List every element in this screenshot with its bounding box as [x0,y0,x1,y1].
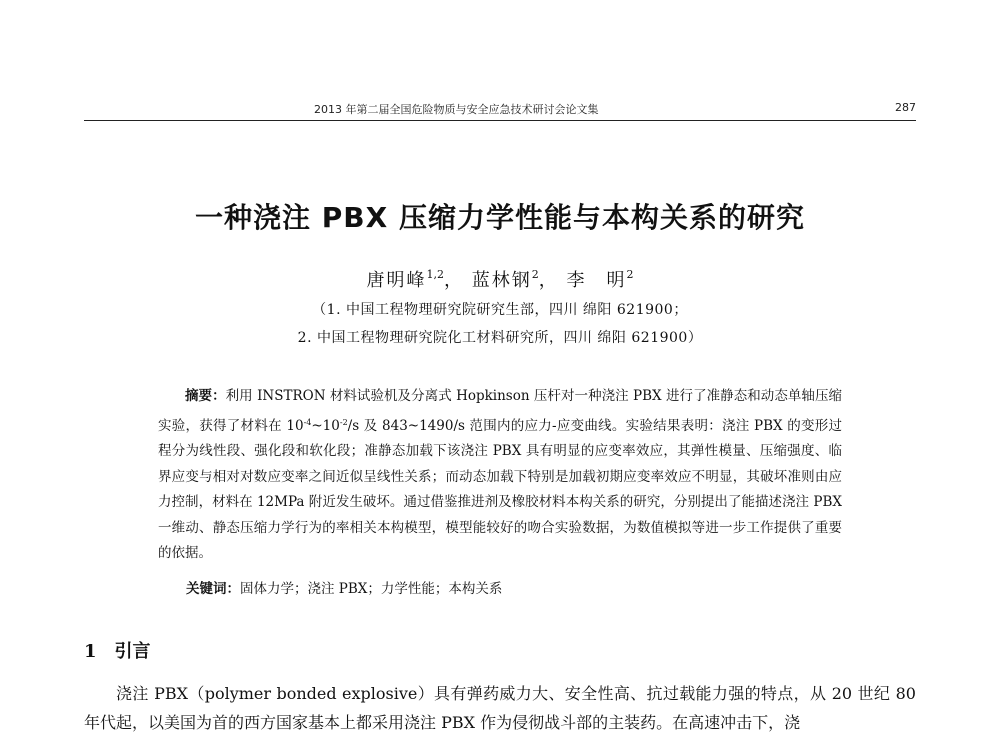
section-heading [84,637,151,663]
author-list: 唐明峰$^{1,2}$， 蓝林钢$^2$， 李 明$^2$ [366,268,634,291]
proceedings-title: 2013 年第二届全国危险物质与安全应急技术研讨会论文集 [314,103,599,116]
paper-title: 一种浇注 PBX 压缩力学性能与本构关系的研究 [195,201,805,234]
keywords-text: 固体力学；浇注 PBX；力学性能；本构关系 [240,581,503,597]
affiliation-2: 2. 中国工程物理研究院化工材料研究所，四川 绵阳 621900） [297,330,703,346]
page-number: 287 [895,101,916,114]
author-name: 李 明 [566,270,627,291]
running-head [84,99,916,119]
affiliation-1: （1. 中国工程物理研究院研究生部，四川 绵阳 621900； [312,302,688,318]
abstract: 摘要：利用 INSTRON 材料试验机及分离式 Hopkinson 压杆对一种浇注 PBX 进行了准静态和动态单轴压缩实验，获得了材料在 $10^{-4}\sim 10^{-2}/s$ 及 843~1490/s 范围内的应力-应变曲线。实验结果表明：浇注 PBX 的变形过程分为线性段、强化段和软化段；准静态加载下该浇注 PBX 具有明显的应变率效应，其弹性模量、压缩强度、临界应变与相对对数应变率之间近似呈线性关系；而动态加载下特别是加载初期应变率效应不明显，其破坏准则由应力控制，材料在 12MPa 附近发生破坏。通过借鉴推进剂及橡胶材料本构关系的研究，分别提出了能描述浇注 PBX 一维动、静态压缩力学行为的率相关本构模型，模型能较好的吻合实验数据，为数值模拟等进一步工作提供了重要的依据。 [158,388,843,561]
author-affil-sup: 1,2 [426,268,445,281]
section-title: 引言 [114,641,151,662]
author-affil-sup: 2 [626,268,634,281]
keywords [186,577,502,597]
header-rule [84,120,916,121]
author-name: 唐明峰 [366,270,427,291]
intro-paragraph: 浇注 PBX（polymer bonded explosive）具有弹药威力大、安全性高、抗过载能力强的特点，从 20 世纪 80 年代起，以美国为首的西方国家基本上都采用浇注 PBX 作为侵彻战斗部的主装药。在高速冲击下，浇 [84,684,916,732]
abstract-label: 摘要： [185,388,226,404]
author-name: 蓝林钢 [471,270,532,291]
author-affil-sup: 2 [531,268,539,281]
keywords-label: 关键词： [186,581,240,597]
section-number: 1 [84,641,97,662]
